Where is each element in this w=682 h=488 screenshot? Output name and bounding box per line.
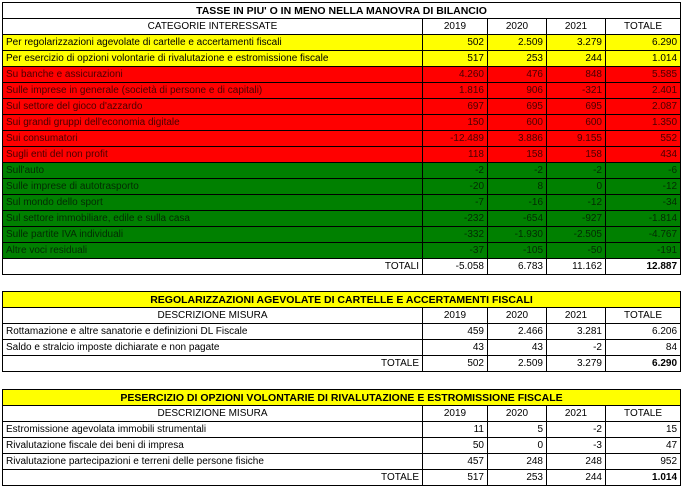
table-row [3, 195, 681, 211]
row-value: 43 [488, 340, 547, 356]
total-value: 3.279 [547, 356, 606, 372]
table-row [3, 131, 681, 147]
row-value: 0 [488, 438, 547, 454]
row-value: -1.814 [606, 211, 681, 227]
row-value: 1.014 [606, 51, 681, 67]
row-value: 600 [488, 115, 547, 131]
row-value: 2.466 [488, 324, 547, 340]
table-title: TASSE IN PIU' O IN MENO NELLA MANOVRA DI BILANCIO [3, 3, 681, 19]
column-header-2020: 2020 [488, 406, 547, 422]
row-value: 8 [488, 179, 547, 195]
row-value: 952 [606, 454, 681, 470]
row-value: -332 [423, 227, 488, 243]
row-value: 457 [423, 454, 488, 470]
table-row [3, 211, 681, 227]
row-value: 150 [423, 115, 488, 131]
total-value: 6.783 [488, 259, 547, 275]
table-row [3, 422, 681, 438]
column-header-total: TOTALE [606, 308, 681, 324]
row-value: 248 [547, 454, 606, 470]
table-row [3, 324, 681, 340]
row-label: Sui consumatori [3, 131, 423, 147]
row-value: 600 [547, 115, 606, 131]
row-label: Altre voci residuali [3, 243, 423, 259]
row-value: -2.505 [547, 227, 606, 243]
totals-row [3, 259, 681, 275]
row-value: 5.585 [606, 67, 681, 83]
row-value: -7 [423, 195, 488, 211]
table-row [3, 438, 681, 454]
table-row [3, 163, 681, 179]
row-label: Estromissione agevolata immobili strumentali [3, 422, 423, 438]
row-value: 6.290 [606, 35, 681, 51]
row-value: -4.767 [606, 227, 681, 243]
table-row [3, 99, 681, 115]
row-value: 476 [488, 67, 547, 83]
row-value: 50 [423, 438, 488, 454]
table-row [3, 35, 681, 51]
column-header-description: DESCRIZIONE MISURA [3, 308, 423, 324]
totals-row [3, 356, 681, 372]
row-label: Sull'auto [3, 163, 423, 179]
row-value: 695 [547, 99, 606, 115]
column-header-2021: 2021 [547, 308, 606, 324]
row-value: -2 [547, 340, 606, 356]
row-label: Per esercizio di opzioni volontarie di rivalutazione e estromissione fiscale [3, 51, 423, 67]
row-value: 1.350 [606, 115, 681, 131]
row-value: -105 [488, 243, 547, 259]
table-row [3, 179, 681, 195]
row-label: Saldo e stralcio imposte dichiarate e non pagate [3, 340, 423, 356]
column-header-description: DESCRIZIONE MISURA [3, 406, 423, 422]
row-value: 906 [488, 83, 547, 99]
row-label: Sulle imprese di autotrasporto [3, 179, 423, 195]
table-row [3, 115, 681, 131]
row-value: 517 [423, 51, 488, 67]
row-value: 697 [423, 99, 488, 115]
row-value: -16 [488, 195, 547, 211]
table-row [3, 227, 681, 243]
row-value: 2.087 [606, 99, 681, 115]
row-label: Per regolarizzazioni agevolate di cartelle e accertamenti fiscali [3, 35, 423, 51]
total-value: 517 [423, 470, 488, 486]
column-header-2021: 2021 [547, 406, 606, 422]
column-header-total: TOTALE [606, 19, 681, 35]
total-value: 244 [547, 470, 606, 486]
row-label: Sul settore immobiliare, edile e sulla casa [3, 211, 423, 227]
row-label: Sui grandi gruppi dell'economia digitale [3, 115, 423, 131]
row-value: -20 [423, 179, 488, 195]
row-value: 552 [606, 131, 681, 147]
column-header-2021: 2021 [547, 19, 606, 35]
row-value: -2 [547, 422, 606, 438]
row-value: -191 [606, 243, 681, 259]
column-header-2019: 2019 [423, 19, 488, 35]
table-row [3, 243, 681, 259]
totals-label: TOTALE [3, 356, 423, 372]
column-header-2020: 2020 [488, 19, 547, 35]
row-value: 47 [606, 438, 681, 454]
row-value: 15 [606, 422, 681, 438]
row-value: -654 [488, 211, 547, 227]
column-header-category: CATEGORIE INTERESSATE [3, 19, 423, 35]
row-value: -1.930 [488, 227, 547, 243]
row-value: -34 [606, 195, 681, 211]
table-title: PESERCIZIO DI OPZIONI VOLONTARIE DI RIVALUTAZIONE E ESTROMISSIONE FISCALE [3, 390, 681, 406]
row-label: Su banche e assicurazioni [3, 67, 423, 83]
total-value: 502 [423, 356, 488, 372]
row-value: -6 [606, 163, 681, 179]
table-row [3, 67, 681, 83]
rivalutazione-table [2, 389, 681, 486]
table-title: REGOLARIZZAZIONI AGEVOLATE DI CARTELLE E ACCERTAMENTI FISCALI [3, 292, 681, 308]
row-value: 118 [423, 147, 488, 163]
row-value: 43 [423, 340, 488, 356]
row-label: Sulle partite IVA individuali [3, 227, 423, 243]
row-value: 502 [423, 35, 488, 51]
row-label: Rivalutazione partecipazioni e terreni delle persone fisiche [3, 454, 423, 470]
row-value: -927 [547, 211, 606, 227]
row-value: 158 [547, 147, 606, 163]
row-value: 5 [488, 422, 547, 438]
row-label: Sul mondo dello sport [3, 195, 423, 211]
row-value: 848 [547, 67, 606, 83]
row-value: 0 [547, 179, 606, 195]
row-value: -2 [547, 163, 606, 179]
regolarizzazioni-table [2, 291, 681, 372]
row-value: 248 [488, 454, 547, 470]
row-value: 2.401 [606, 83, 681, 99]
row-value: -232 [423, 211, 488, 227]
table-row [3, 454, 681, 470]
row-value: 4.260 [423, 67, 488, 83]
row-value: 3.281 [547, 324, 606, 340]
total-value: 2.509 [488, 356, 547, 372]
row-value: 11 [423, 422, 488, 438]
column-header-total: TOTALE [606, 406, 681, 422]
column-header-2020: 2020 [488, 308, 547, 324]
column-header-2019: 2019 [423, 406, 488, 422]
row-value: -12.489 [423, 131, 488, 147]
row-value: 84 [606, 340, 681, 356]
table-row [3, 340, 681, 356]
row-value: -37 [423, 243, 488, 259]
row-value: 9.155 [547, 131, 606, 147]
row-value: 459 [423, 324, 488, 340]
row-value: -321 [547, 83, 606, 99]
total-value: 11.162 [547, 259, 606, 275]
totals-row [3, 470, 681, 486]
row-value: 695 [488, 99, 547, 115]
row-value: 2.509 [488, 35, 547, 51]
row-value: 158 [488, 147, 547, 163]
row-value: -2 [423, 163, 488, 179]
row-label: Sugli enti del non profit [3, 147, 423, 163]
row-value: 3.886 [488, 131, 547, 147]
row-value: 253 [488, 51, 547, 67]
row-label: Rottamazione e altre sanatorie e definizioni DL Fiscale [3, 324, 423, 340]
row-value: -50 [547, 243, 606, 259]
row-value: -2 [488, 163, 547, 179]
grand-total: 12.887 [606, 259, 681, 275]
row-value: 244 [547, 51, 606, 67]
row-value: -12 [606, 179, 681, 195]
row-label: Rivalutazione fiscale dei beni di impresa [3, 438, 423, 454]
table-row [3, 51, 681, 67]
total-value: -5.058 [423, 259, 488, 275]
column-header-2019: 2019 [423, 308, 488, 324]
row-value: -12 [547, 195, 606, 211]
grand-total: 6.290 [606, 356, 681, 372]
tax-summary-table [2, 2, 681, 275]
row-value: -3 [547, 438, 606, 454]
row-value: 1.816 [423, 83, 488, 99]
table-row [3, 147, 681, 163]
row-value: 434 [606, 147, 681, 163]
grand-total: 1.014 [606, 470, 681, 486]
totals-label: TOTALI [3, 259, 423, 275]
row-label: Sulle imprese in generale (società di persone e di capitali) [3, 83, 423, 99]
table-row [3, 83, 681, 99]
row-value: 6.206 [606, 324, 681, 340]
totals-label: TOTALE [3, 470, 423, 486]
total-value: 253 [488, 470, 547, 486]
row-value: 3.279 [547, 35, 606, 51]
row-label: Sul settore del gioco d'azzardo [3, 99, 423, 115]
